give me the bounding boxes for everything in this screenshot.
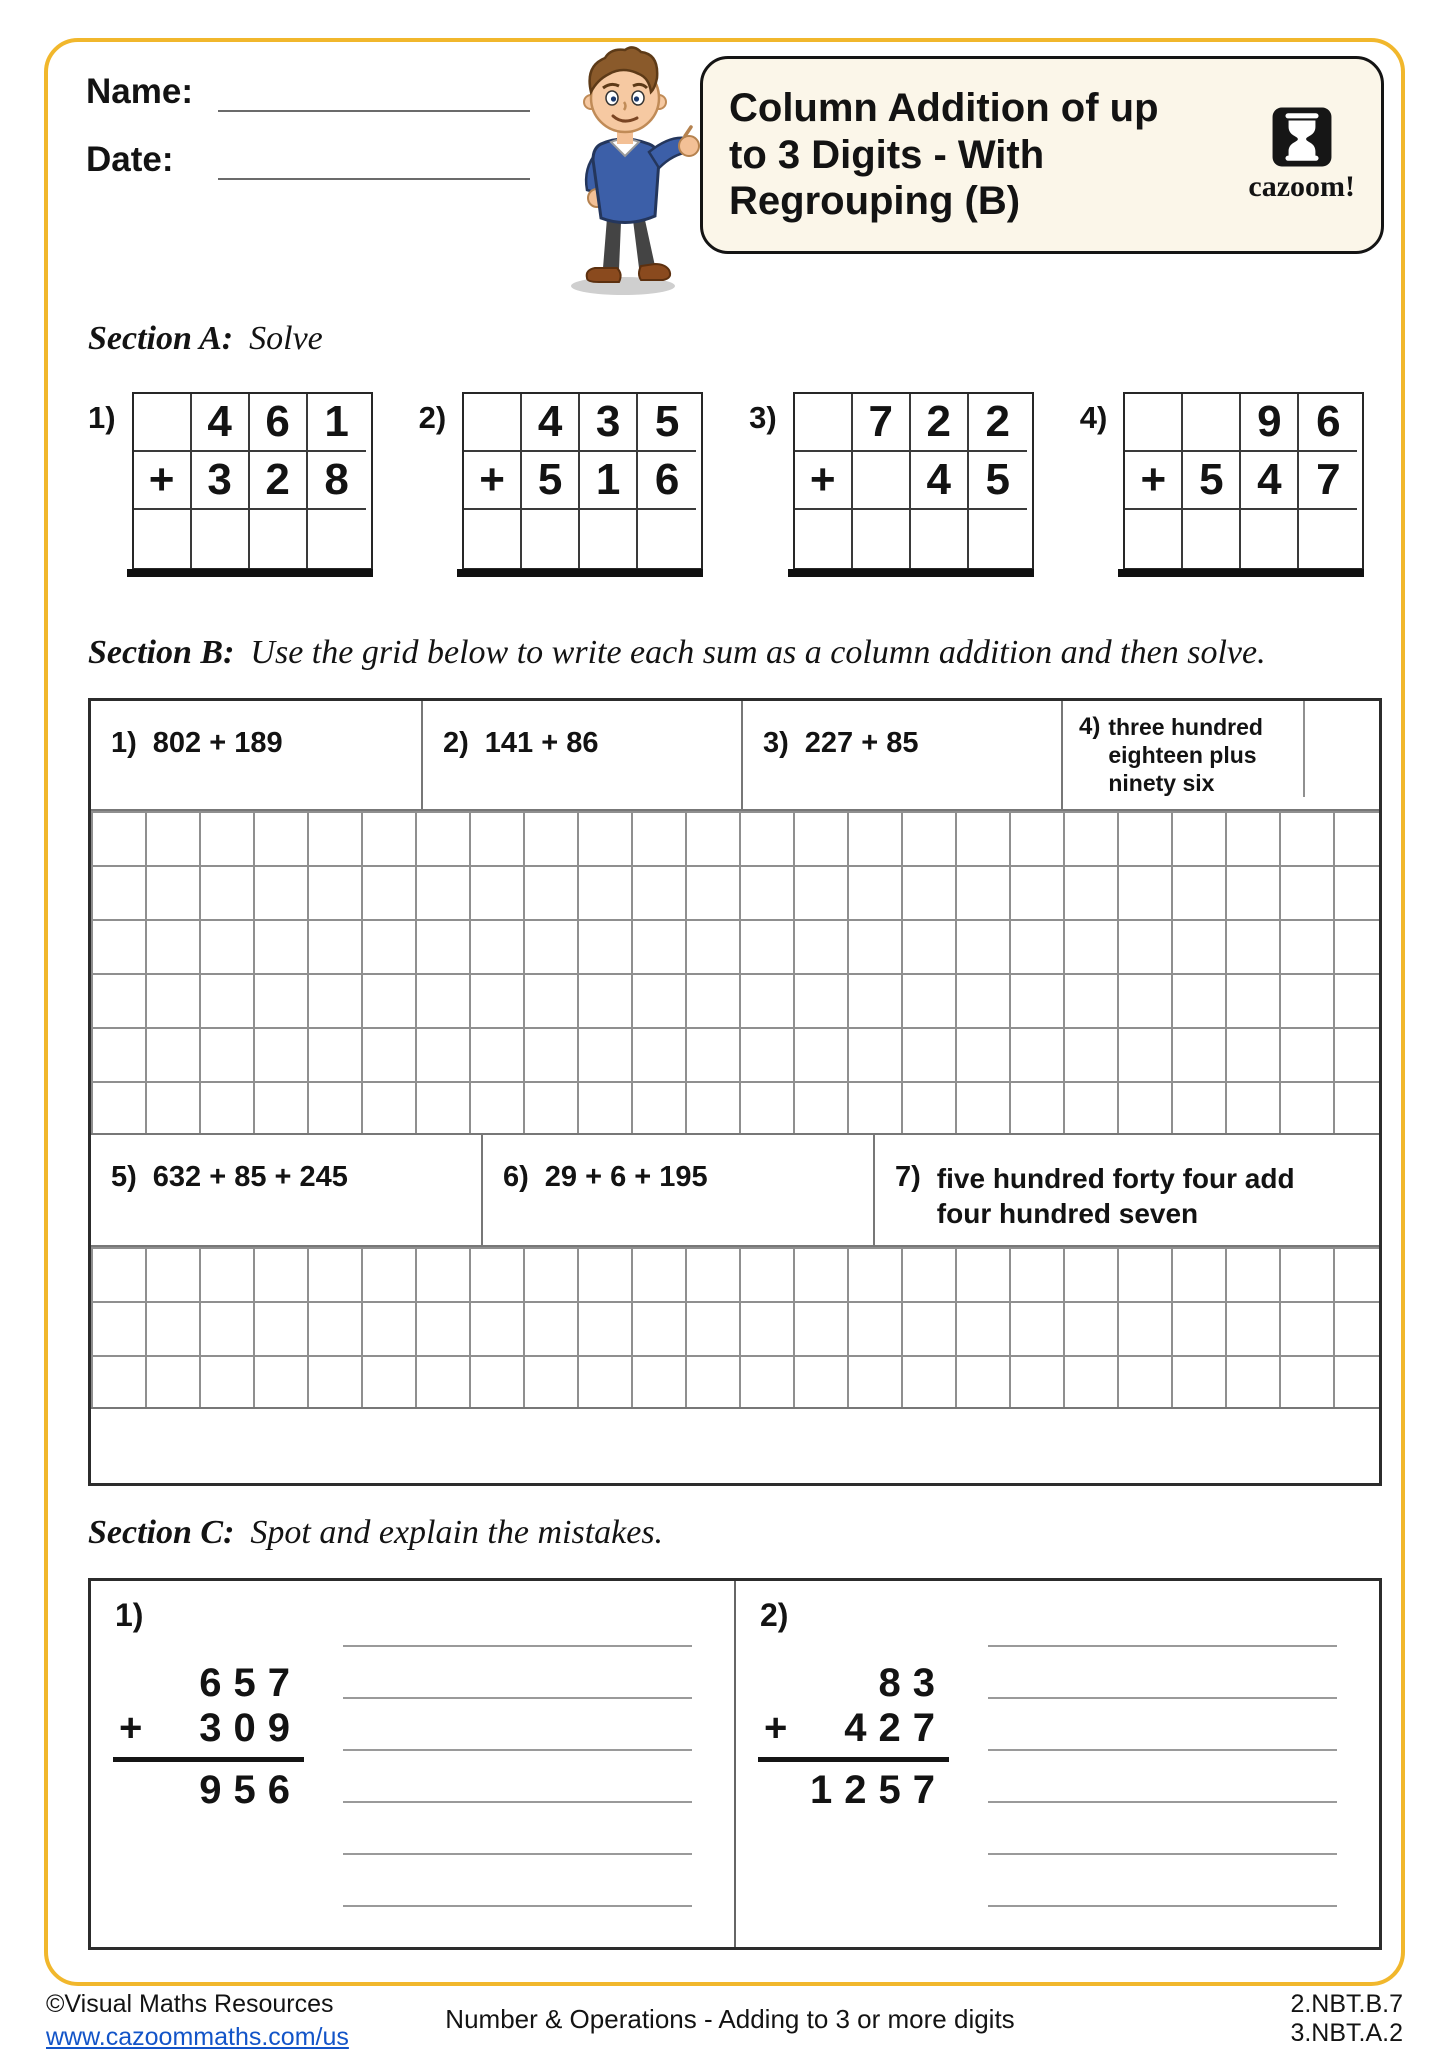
addend-2: 309	[199, 1706, 302, 1750]
section-c-heading	[88, 1514, 663, 1552]
addend-row	[119, 1706, 304, 1751]
grid-cell: 5	[638, 394, 696, 452]
problem-number: 4)	[1079, 713, 1101, 740]
grid-cell	[1299, 510, 1357, 568]
section-c-title: Section C:	[88, 1514, 235, 1551]
grid-cell: +	[134, 452, 192, 510]
explanation-lines	[988, 1595, 1337, 1907]
grid-cell: 1	[580, 452, 638, 510]
writing-line	[988, 1803, 1337, 1855]
answer-line	[1118, 569, 1364, 577]
grid-cell: 6	[638, 452, 696, 510]
addition-grid	[462, 392, 703, 570]
problem-cell-1	[91, 701, 423, 809]
problem-expression: three hundred eighteen plus ninety six	[1108, 714, 1263, 797]
problem-cell-3	[743, 701, 1063, 809]
section-b-heading	[88, 634, 1266, 672]
section-c-instruction: Spot and explain the mistakes.	[250, 1514, 664, 1551]
sum-line	[758, 1757, 949, 1762]
grid-cell	[1125, 394, 1183, 452]
section-c-box	[88, 1578, 1382, 1950]
grid-cell: 2	[969, 394, 1027, 452]
grid-cell: 4	[192, 394, 250, 452]
grid-cell	[853, 510, 911, 568]
problem-number: 4)	[1079, 400, 1108, 435]
title-line: to 3 Digits - With	[729, 132, 1045, 177]
problem-number: 1)	[111, 727, 137, 759]
problem-expression: 802 + 189	[152, 727, 283, 759]
answer-line	[127, 569, 373, 577]
addition-grid	[132, 392, 373, 570]
grid-cell	[464, 394, 522, 452]
writing-line	[343, 1855, 692, 1907]
writing-line	[988, 1699, 1337, 1751]
grid-cell: 4	[911, 452, 969, 510]
section-a-title: Section A:	[88, 320, 234, 357]
cazoom-logo	[1248, 106, 1355, 204]
problem-cell-4	[1063, 701, 1379, 809]
column-grid	[793, 392, 1034, 577]
section-a-heading	[88, 320, 323, 358]
grid-cell: 4	[1241, 452, 1299, 510]
section-a-problems	[88, 392, 1410, 577]
grid-cell	[192, 510, 250, 568]
problems-row-bottom	[91, 1135, 1379, 1247]
grid-cell	[853, 452, 911, 510]
problem-expression: 227 + 85	[804, 727, 919, 759]
addend-1: 83	[878, 1661, 947, 1705]
answer-line	[788, 569, 1034, 577]
grid-cell: 9	[1241, 394, 1299, 452]
grid-cell: 6	[250, 394, 308, 452]
section-b-grid-table	[88, 698, 1382, 1486]
column-grid	[1123, 392, 1364, 577]
problem-text	[1063, 701, 1305, 797]
worked-addition	[119, 1661, 304, 1813]
grid-cell	[638, 510, 696, 568]
problem-number: 6)	[503, 1161, 529, 1193]
addition-grid	[793, 392, 1034, 570]
addition-grid	[1123, 392, 1364, 570]
mistake-problem-1	[91, 1581, 736, 1947]
problem-expression: 29 + 6 + 195	[544, 1161, 708, 1193]
problem-number: 3)	[749, 400, 777, 435]
grid-cell: 5	[522, 452, 580, 510]
grid-cell: 4	[522, 394, 580, 452]
addition-problem-1	[88, 392, 373, 577]
title-line: Column Addition of up	[729, 86, 1159, 131]
problem-cell-6	[483, 1135, 875, 1245]
problem-number: 1)	[88, 400, 116, 435]
problem-expression: 141 + 86	[484, 727, 599, 759]
grid-cell: 2	[911, 394, 969, 452]
working-grid-lower	[91, 1247, 1379, 1409]
writing-line	[988, 1855, 1337, 1907]
section-b-instruction: Use the grid below to write each sum as a column addition and then solve.	[250, 634, 1266, 671]
problem-number: 2)	[418, 400, 447, 435]
cazoom-website-link[interactable]: www.cazoommaths.com/us	[46, 2022, 349, 2051]
footer-standards	[1290, 1990, 1403, 2048]
addition-problem-2	[419, 392, 704, 577]
writing-line	[343, 1595, 692, 1647]
plus-operator: +	[764, 1706, 788, 1750]
addend-row	[764, 1706, 949, 1751]
addition-problem-4	[1080, 392, 1365, 577]
grid-cell	[134, 394, 192, 452]
grid-cell: 3	[580, 394, 638, 452]
grid-cell: 6	[1299, 394, 1357, 452]
worksheet-title	[729, 85, 1229, 224]
addend-1: 657	[199, 1661, 302, 1705]
grid-cell: 7	[1299, 452, 1357, 510]
section-b-title: Section B:	[88, 634, 235, 671]
hourglass-icon	[1271, 106, 1333, 168]
grid-cell	[580, 510, 638, 568]
grid-cell: 5	[1183, 452, 1241, 510]
title-line: Regrouping (B)	[729, 179, 1021, 224]
name-field-row	[86, 72, 530, 112]
column-grid	[132, 392, 373, 577]
writing-line	[343, 1751, 692, 1803]
grid-cell	[250, 510, 308, 568]
problem-number: 2)	[760, 1597, 789, 1633]
copyright-text: ©Visual Maths Resources	[46, 1990, 334, 2018]
grid-cell	[308, 510, 366, 568]
grid-cell	[464, 510, 522, 568]
grid-cell	[1183, 394, 1241, 452]
logo-wordmark: cazoom!	[1248, 170, 1355, 203]
grid-cell	[522, 510, 580, 568]
name-label: Name:	[86, 72, 193, 111]
problem-number: 7)	[895, 1161, 921, 1193]
writing-line	[988, 1595, 1337, 1647]
working-grid-upper	[91, 811, 1379, 1135]
grid-cell	[795, 394, 853, 452]
grid-cell: 1	[308, 394, 366, 452]
grid-cell: 5	[969, 452, 1027, 510]
grid-cell: 7	[853, 394, 911, 452]
problem-number: 1)	[115, 1597, 144, 1633]
writing-line	[343, 1699, 692, 1751]
problem-number: 5)	[111, 1161, 137, 1193]
writing-line	[343, 1803, 692, 1855]
grid-cell	[134, 510, 192, 568]
addition-problem-3	[749, 392, 1034, 577]
problem-number: 2)	[443, 727, 469, 759]
footer-topic: Number & Operations - Adding to 3 or more digits	[445, 2004, 1015, 2034]
mistake-problem-2	[736, 1581, 1379, 1947]
result: 956	[199, 1768, 302, 1812]
name-write-line	[218, 72, 530, 112]
grid-cell: +	[795, 452, 853, 510]
grid-cell	[911, 510, 969, 568]
table-empty-space	[91, 1409, 1379, 1483]
column-grid	[462, 392, 703, 577]
addend-2: 427	[844, 1706, 947, 1750]
grid-cell: 8	[308, 452, 366, 510]
sum-line	[113, 1757, 304, 1762]
problem-expression: 632 + 85 + 245	[152, 1161, 348, 1193]
grid-cell	[1125, 510, 1183, 568]
writing-line	[988, 1751, 1337, 1803]
section-a-instruction: Solve	[249, 320, 323, 357]
answer-line	[457, 569, 703, 577]
grid-cell: +	[464, 452, 522, 510]
title-card	[700, 56, 1384, 254]
explanation-lines	[343, 1595, 692, 1907]
date-label: Date:	[86, 140, 174, 179]
character-illustration	[545, 40, 705, 300]
grid-cell	[969, 510, 1027, 568]
problem-cell-7	[875, 1135, 1379, 1245]
problem-expression: five hundred forty four add four hundred seven	[936, 1163, 1295, 1229]
grid-cell: +	[1125, 452, 1183, 510]
result: 1257	[810, 1768, 947, 1812]
grid-cell	[1183, 510, 1241, 568]
grid-cell	[1241, 510, 1299, 568]
problems-row-top	[91, 701, 1379, 811]
standard-code: 3.NBT.A.2	[1290, 2018, 1403, 2047]
worked-addition	[764, 1661, 949, 1813]
grid-cell: 3	[192, 452, 250, 510]
date-field-row	[86, 140, 530, 180]
grid-cell: 2	[250, 452, 308, 510]
problem-cell-2	[423, 701, 743, 809]
problem-cell-5	[91, 1135, 483, 1245]
writing-line	[343, 1647, 692, 1699]
standard-code: 2.NBT.B.7	[1290, 1990, 1403, 2018]
grid-cell	[795, 510, 853, 568]
problem-number: 3)	[763, 727, 789, 759]
date-write-line	[218, 140, 530, 180]
plus-operator: +	[119, 1706, 143, 1750]
writing-line	[988, 1647, 1337, 1699]
